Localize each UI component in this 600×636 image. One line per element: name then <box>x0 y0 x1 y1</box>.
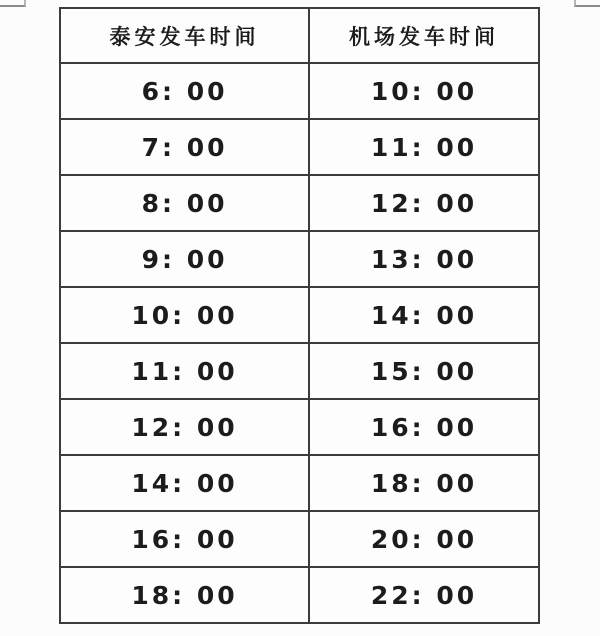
taian-departure-time-cell: 12: 00 <box>60 399 309 455</box>
column-header-airport-departure: 机场发车时间 <box>309 8 539 63</box>
airport-departure-time-cell: 15: 00 <box>309 343 539 399</box>
taian-departure-time-cell: 6: 00 <box>60 63 309 119</box>
taian-departure-time-cell: 14: 00 <box>60 455 309 511</box>
table-row <box>60 511 539 567</box>
airport-departure-time-cell: 16: 00 <box>309 399 539 455</box>
table-row <box>60 63 539 119</box>
table-row <box>60 455 539 511</box>
table-row <box>60 175 539 231</box>
taian-departure-time-cell: 16: 00 <box>60 511 309 567</box>
airport-departure-time-cell: 13: 00 <box>309 231 539 287</box>
airport-departure-time-cell: 20: 00 <box>309 511 539 567</box>
page-corner-mark-top-left <box>0 0 26 7</box>
table-body <box>60 63 539 623</box>
table-row <box>60 231 539 287</box>
airport-departure-time-cell: 18: 00 <box>309 455 539 511</box>
table-row <box>60 567 539 623</box>
airport-departure-time-cell: 14: 00 <box>309 287 539 343</box>
taian-departure-time-cell: 18: 00 <box>60 567 309 623</box>
column-header-taian-departure: 泰安发车时间 <box>60 8 309 63</box>
airport-departure-time-cell: 12: 00 <box>309 175 539 231</box>
airport-departure-time-cell: 22: 00 <box>309 567 539 623</box>
header-row <box>60 8 539 63</box>
bus-schedule-table <box>59 7 540 624</box>
taian-departure-time-cell: 7: 00 <box>60 119 309 175</box>
table-row <box>60 343 539 399</box>
taian-departure-time-cell: 8: 00 <box>60 175 309 231</box>
taian-departure-time-cell: 9: 00 <box>60 231 309 287</box>
table-row <box>60 119 539 175</box>
page-corner-mark-top-right <box>574 0 600 7</box>
taian-departure-time-cell: 11: 00 <box>60 343 309 399</box>
airport-departure-time-cell: 10: 00 <box>309 63 539 119</box>
table-row <box>60 287 539 343</box>
airport-departure-time-cell: 11: 00 <box>309 119 539 175</box>
taian-departure-time-cell: 10: 00 <box>60 287 309 343</box>
table-row <box>60 399 539 455</box>
